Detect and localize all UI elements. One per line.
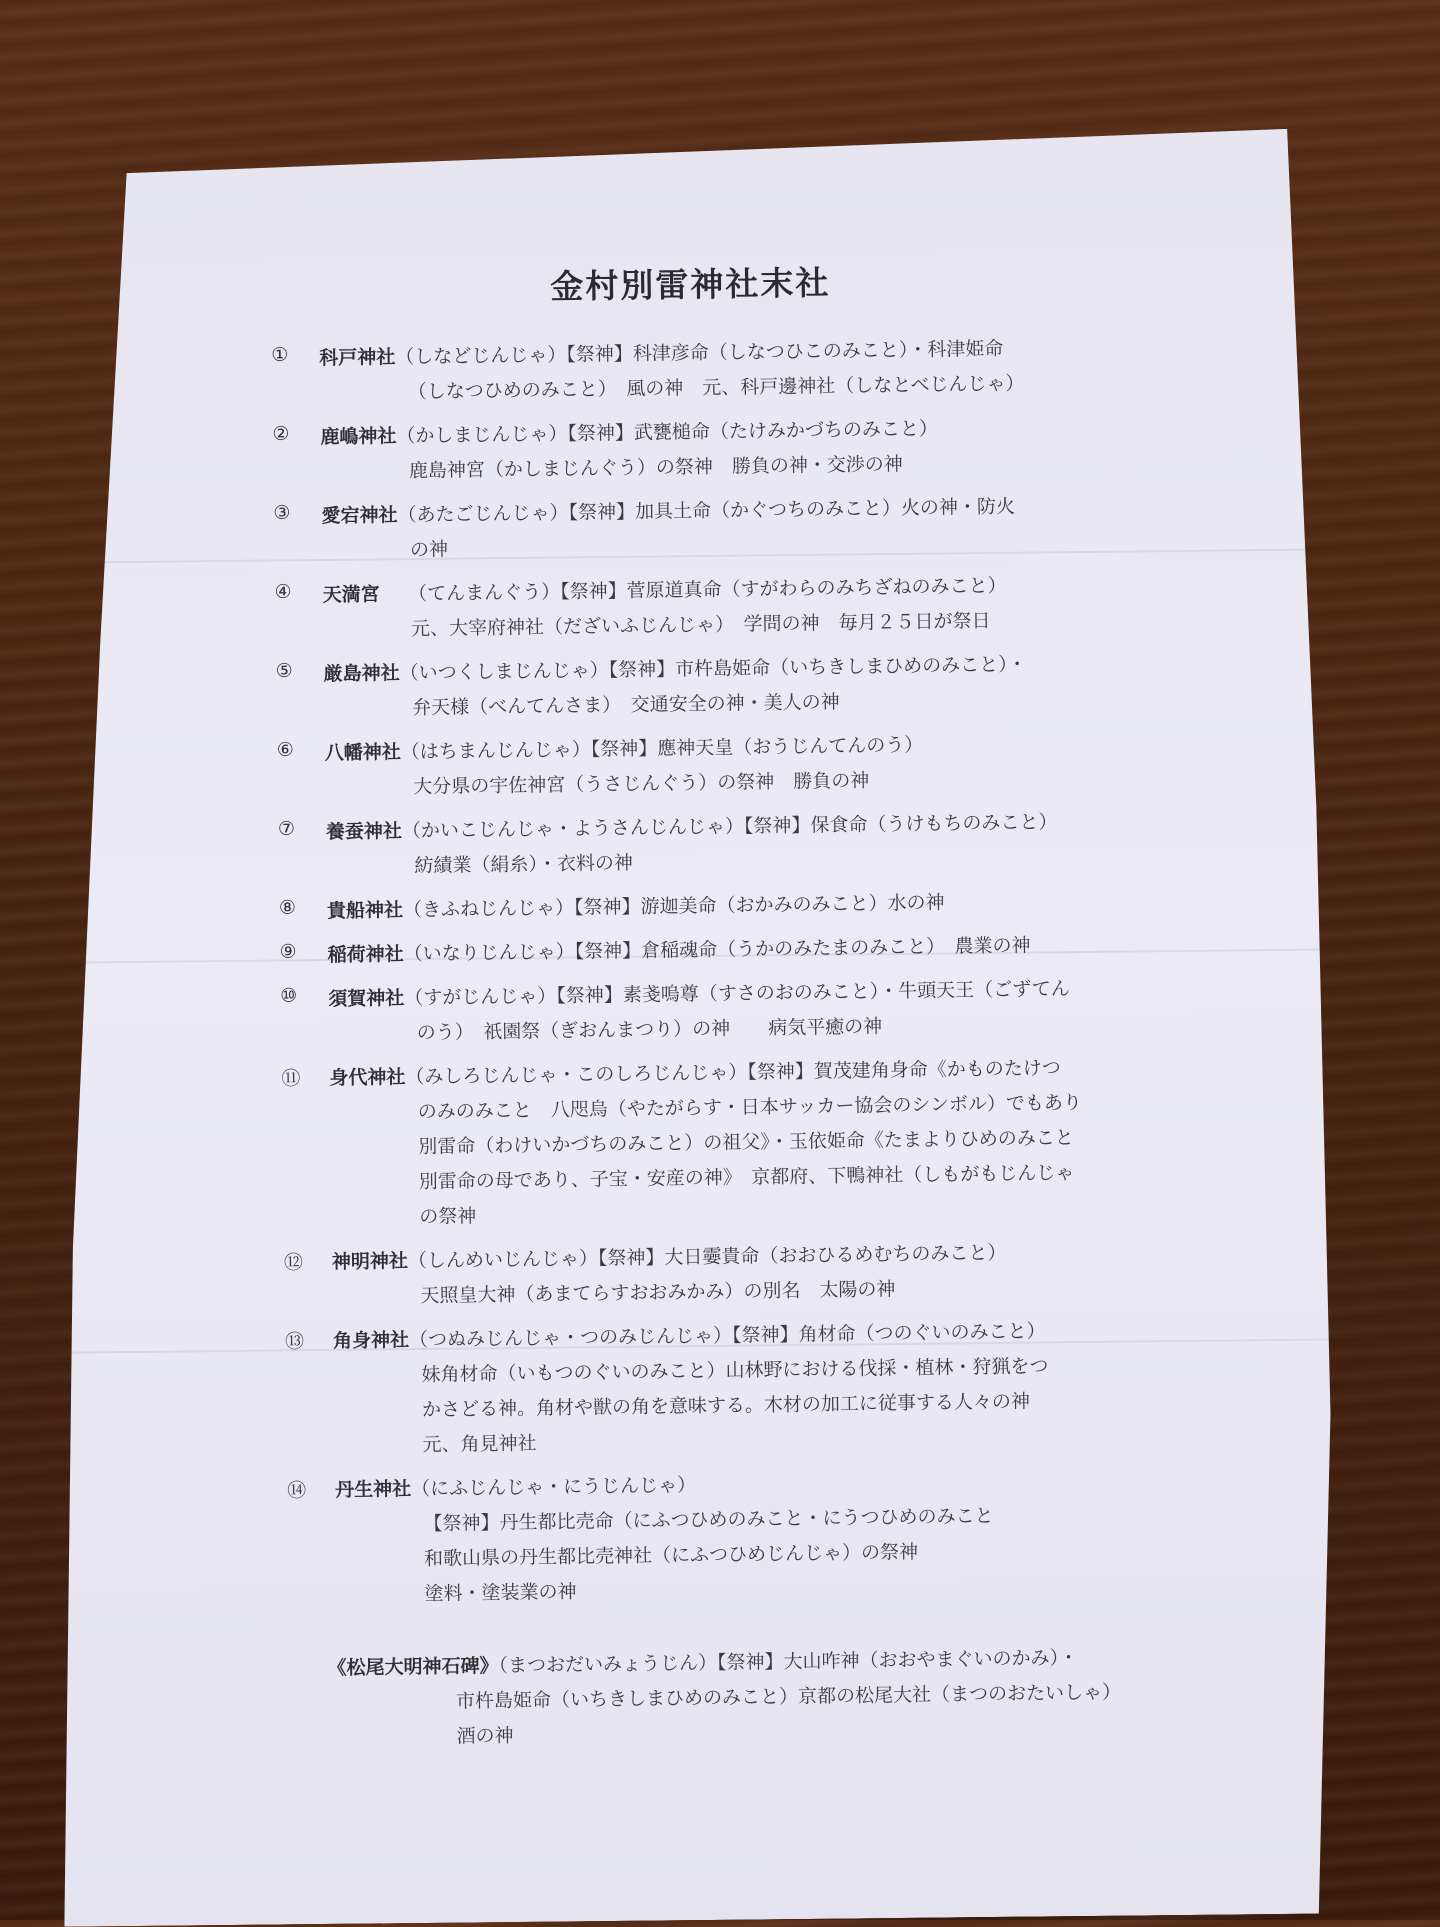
entry-line: 紡績業（絹糸）・衣料の神 xyxy=(414,851,634,878)
entry-line: 元、大宰府神社（だざいふじんじゃ） 学問の神 毎月２５日が祭日 xyxy=(410,609,991,641)
entry-number: ⑨ xyxy=(279,940,297,963)
entry-line: のう） 祇園祭（ぎおんまつり）の神 病気平癒の神 xyxy=(416,1015,883,1045)
entry-line: （いつくしまじんじゃ）【祭神】市杵島姫命（いちきしまひめのみこと）・ xyxy=(399,653,1027,685)
entry-line: 【祭神】丹生都比売命（にふつひめのみこと・にうつひめのみこと xyxy=(423,1505,994,1535)
entry-line: のみのみこと 八咫烏（やたがらす・日本サッカー協会のシンボル）でもあり xyxy=(417,1091,1083,1124)
entry-number: ③ xyxy=(273,501,291,524)
footer-line: 市杵島姫命（いちきしまひめのみこと）京都の松尾大社（まつのおたいしゃ） xyxy=(455,1681,1122,1713)
entry-line: （みしろじんじゃ・このしろじんじゃ）【祭神】賀茂建角身命《かものたけつ xyxy=(405,1057,1061,1089)
shrine-name: 八幡神社 xyxy=(324,741,401,765)
shrine-list xyxy=(271,329,1229,1614)
entry-line: （てんまんぐう）【祭神】菅原道真命（すがわらのみちざねのみこと） xyxy=(379,574,1007,606)
entry-line: （しなどじんじゃ）【祭神】科津彦命（しなつひこのみこと）・科津姫命 xyxy=(395,337,1004,369)
shrine-name: 愛宕神社 xyxy=(321,504,398,528)
entry-number: ⑦ xyxy=(277,817,296,840)
shrine-entry xyxy=(273,487,1214,570)
entry-line: の祭神 xyxy=(419,1205,477,1229)
shrine-entry xyxy=(281,1049,1223,1237)
shrine-entry xyxy=(277,724,1218,807)
entry-number: ⑤ xyxy=(275,659,293,682)
shrine-name: 須賀神社 xyxy=(328,987,405,1011)
entry-line: 別雷命の母であり、子宝・安産の神》 京都府、下鴨神社（しもがもじんじゃ xyxy=(418,1161,1075,1194)
shrine-name: 稲荷神社 xyxy=(327,943,404,967)
entry-line: 天照皇大神（あまてらすおおみかみ）の別名 太陽の神 xyxy=(420,1278,896,1307)
entry-line: （にふじんじゃ・にうじんじゃ） xyxy=(410,1474,697,1501)
entry-line: （すがじんじゃ）【祭神】素戔嗚尊（すさのおのみこと）・牛頭天王（ごずてん xyxy=(404,977,1070,1010)
entry-number: ⑧ xyxy=(278,896,297,919)
shrine-entry xyxy=(274,566,1215,649)
shrine-entry xyxy=(287,1461,1229,1614)
entry-number: ① xyxy=(271,343,289,366)
footer-name: 《松尾大明神石碑》 xyxy=(327,1654,499,1680)
entry-line: 弁天様（べんてんさま） 交通安全の神・美人の神 xyxy=(412,691,840,720)
entry-number: ⑬ xyxy=(284,1330,305,1353)
shrine-entry xyxy=(285,1312,1227,1465)
entry-number: ⑪ xyxy=(281,1067,301,1090)
shrine-entry xyxy=(272,408,1213,491)
entry-line: （つぬみじんじゃ・つのみじんじゃ）【祭神】角材命（つのぐいのみこと） xyxy=(408,1320,1046,1352)
entry-line: の神 xyxy=(409,538,449,562)
shrine-entry xyxy=(279,882,1219,930)
entry-number: ④ xyxy=(274,580,292,603)
shrine-name: 鹿嶋神社 xyxy=(320,425,397,449)
shrine-entry xyxy=(275,645,1216,728)
document-content xyxy=(270,252,1231,1766)
entry-line: （いなりじんじゃ）【祭神】倉稲魂命（うかのみたまのみこと） 農業の神 xyxy=(403,934,1031,966)
entry-line: 和歌山県の丹生都比売神社（にふつひめじんじゃ）の祭神 xyxy=(423,1541,919,1570)
entry-line: （しんめいじんじゃ）【祭神】大日孁貴命（おおひるめむちのみこと） xyxy=(407,1241,1007,1273)
footer-entry xyxy=(279,1639,1230,1757)
entry-line: （かしまじんじゃ）【祭神】武甕槌命（たけみかづちのみこと） xyxy=(396,417,939,448)
entry-line: （はちまんじんじゃ）【祭神】應神天皇（おうじんてんのう） xyxy=(400,733,924,764)
shrine-name: 丹生神社 xyxy=(334,1478,412,1502)
shrine-entry xyxy=(284,1233,1225,1316)
entry-line: （しなつひめのみこと） 風の神 元、科戸邊神社（しなとべじんじゃ） xyxy=(407,372,1025,404)
footer-line: 酒の神 xyxy=(456,1724,514,1748)
shrine-name: 貴船神社 xyxy=(326,899,404,923)
entry-line: 妹角材命（いもつのぐいのみこと）山林野における伐採・植林・狩猟をつ xyxy=(421,1355,1049,1386)
entry-line: 鹿島神宮（かしまじんぐう）の祭神 勝負の神・交渉の神 xyxy=(408,453,904,483)
shrine-name: 養蚕神社 xyxy=(325,820,403,844)
shrine-name: 天満宮 xyxy=(322,583,380,607)
shrine-name: 角身神社 xyxy=(332,1329,410,1353)
shrine-name: 神明神社 xyxy=(331,1250,409,1274)
entry-line: 塗料・塗装業の神 xyxy=(424,1580,577,1605)
shrine-name: 身代神社 xyxy=(329,1066,406,1090)
entry-line: かさどる神。角材や獣の角を意味する。木材の加工に従事する人々の神 xyxy=(421,1390,1031,1421)
entry-number: ⑭ xyxy=(286,1479,307,1502)
shrine-entry xyxy=(279,926,1219,974)
shrine-name: 厳島神社 xyxy=(323,662,400,686)
shrine-entry xyxy=(271,329,1212,412)
entry-line: （きふねじんじゃ）【祭神】游迦美命（おかみのみこと）水の神 xyxy=(402,891,945,922)
entry-line: 元、角見神社 xyxy=(422,1432,537,1456)
entry-number: ⑫ xyxy=(283,1251,304,1274)
entry-number: ⑩ xyxy=(280,984,298,1007)
shrine-entry xyxy=(278,803,1219,886)
shrine-entry xyxy=(280,970,1221,1053)
entry-line: 別雷命（わけいかづちのみこと）の祖父》・玉依姫命《たまよりひめのみこと xyxy=(418,1126,1074,1159)
entry-number: ⑥ xyxy=(276,738,294,761)
entry-line: （かいこじんじゃ・ようさんじんじゃ）【祭神】保食命（うけもちのみこと） xyxy=(401,811,1058,843)
entry-line: 大分県の宇佐神宮（うさじんぐう）の祭神 勝負の神 xyxy=(413,769,870,799)
document-title: 金村別雷神社末社 xyxy=(550,263,831,307)
entry-line: （あたごじんじゃ）【祭神】加具土命（かぐつちのみこと）火の神・防火 xyxy=(397,495,1016,527)
entry-number: ② xyxy=(272,422,290,445)
shrine-name: 科戸神社 xyxy=(319,346,396,370)
footer-line: （まつおだいみょうじん）【祭神】大山咋神（おおやまぐいのかみ）・ xyxy=(498,1646,1079,1677)
